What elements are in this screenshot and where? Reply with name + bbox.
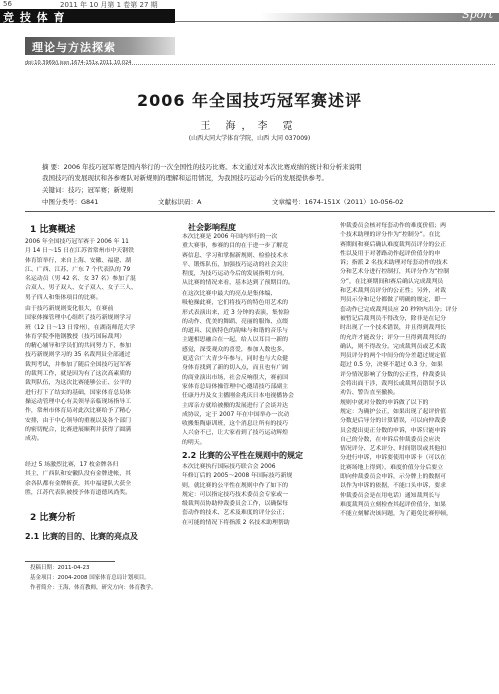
- text-line: 重大赛事，参赛的目的在于进一步了解竞: [182, 243, 289, 250]
- text-line: 个技术助理的评分作为“控制分”。在比: [340, 232, 441, 239]
- col3-text: [340, 222, 496, 520]
- text-line: 劝告、警告直至撤换。: [340, 390, 399, 397]
- heading-2: 2 比赛分析: [30, 513, 76, 523]
- divider: [25, 64, 495, 65]
- text-line: 超过 0.5 分，决赛不超过 0.3 分，如果: [340, 362, 443, 369]
- section-banner-label: 理论与方法探索: [32, 41, 116, 54]
- text-line: 进行打下了结实的基础，国家体育总局体: [25, 389, 132, 396]
- col2-heading: 社会影响程度: [188, 223, 236, 232]
- text-line: 由于技巧新规则变化很大，在赛前: [25, 306, 114, 312]
- text-line: 其主，广西队和安徽队没有金牌进帐，其: [25, 471, 132, 478]
- abstract-divider: [25, 211, 495, 212]
- text-line: 的商业演出市场，社会反响很大，赛前国: [182, 374, 289, 381]
- text-line: 胜，江苏代表队被授予体育道德风尚奖。: [25, 489, 132, 496]
- col1-para2: [25, 305, 173, 444]
- text-line: 本次比赛执行国际技巧联合会 2006: [182, 464, 276, 470]
- text-line: 赛信息、学习和掌握新规则、检验技术水: [182, 252, 289, 259]
- text-line: 余各队都有金牌斩获，其中福建队大获全: [25, 480, 132, 487]
- text-line: 从比赛的情况来看，基本达到了预期目的。: [182, 280, 294, 287]
- classification: 中图分类号：G841: [42, 198, 99, 206]
- text-line: 安排，由于中心领导的重视以及各个部门: [25, 417, 132, 424]
- text-line: 分进行申诉，申诉要使用申诉卡（可以在: [340, 455, 447, 462]
- text-line: 的允许才能改分；评分一旦得到裁判长的: [340, 334, 447, 341]
- text-line: 则，就比赛的公平性在规则中作了如下的: [182, 482, 289, 489]
- journal-title: 竞 技 体 育: [3, 11, 66, 24]
- text-line: 任康丹丹及女主播刚金兆庆日本电视播协会: [182, 393, 294, 400]
- affiliation: (山西大同大学体育学院，山西 大同 037009): [188, 135, 311, 142]
- text-line: 级裁判员协助仲裁委员会工作，以确保每: [182, 501, 289, 508]
- text-line: 判员示分和记分都做了明确的规定，即一: [340, 297, 447, 304]
- text-line: 赛期间和赛后确认难度裁判员评分的公正: [340, 241, 447, 248]
- text-line: 经过 5 场激烈比赛，17 枚金牌各归: [25, 462, 119, 468]
- text-line: 合双人、男子双人、女子双人、女子三人、: [25, 285, 137, 292]
- text-line: 2006 年全国技巧冠军赛于 2006 年 11: [25, 239, 129, 245]
- footnote-author: 作者简介：王海，体育教师，研究方向：体育教学。: [30, 585, 157, 591]
- authors: 王 海，李 霓: [200, 121, 299, 132]
- text-line: 人兴奋不已，让大家看到了技巧运动辉煌: [182, 430, 289, 437]
- text-line: 更适合广大青少年参与，同时也与大众健: [182, 356, 289, 363]
- text-line: 体育学院李艳钢教授（技巧国际裁判）: [25, 333, 126, 340]
- text-line: 员会提出更正分数的申诉，申诉只能申诉: [340, 427, 447, 434]
- text-line: 年修订后的 2005～2008 年国际技巧新规: [182, 473, 293, 480]
- text-line: 男子四人和集体项目的比赛。: [25, 294, 102, 301]
- page-number: 56: [3, 0, 12, 8]
- text-line: 程度，为技巧运动今后的发展指明方向，: [182, 271, 289, 278]
- footnote-rule: [25, 561, 115, 562]
- text-line: 收搬集陶康训班，这个消息让所有的技巧: [182, 421, 289, 428]
- text-line: 本次比赛是 2006 年国内举行的一次: [182, 234, 278, 240]
- text-line: 月 14 日～15 日在江苏省常州市中天钢铁: [25, 248, 134, 255]
- col2-para2: [182, 290, 334, 448]
- text-line: 以作为申诉的依据，不能口头申诉，要求: [340, 483, 447, 490]
- text-line: 的密切配合，比赛进展顺利并获得了圆满: [25, 426, 132, 433]
- text-line: 家体育总局体操管理中心邀请技巧部副主: [182, 383, 289, 390]
- text-line: 的明天。: [182, 439, 206, 446]
- text-line: 操运动管理中心有关领导亲临现场指导工: [25, 398, 132, 405]
- text-line: 平、锻炼队伍，加强技巧运动的社会关注: [182, 261, 289, 268]
- text-line: 吸枪操此赛，它们将技巧的特色用艺术的: [182, 300, 289, 307]
- text-line: 班（12 日～13 日常州），在湖南师范大学: [25, 324, 136, 331]
- abstract-line-2: 我国技巧的发展现状和各参赛队对新规则的理解和运用情况，为我国技巧运动今后的发展提供参考。: [42, 174, 328, 182]
- text-line: 身体育找到了新的切入点，而且也有广阔: [182, 365, 289, 372]
- article-number: 文章编号：1674-151X（2011）10-056-02: [272, 198, 404, 206]
- keywords: 关键词：技巧；冠军赛；新规则: [42, 186, 133, 194]
- text-line: 分数是后导分的计算错误，可以向仲裁委: [340, 418, 447, 425]
- text-line: 裁判队伍，为这次比赛能够公正、公平的: [25, 380, 132, 387]
- text-line: 成功。: [25, 436, 43, 443]
- text-line: 仲裁委员会核对每套动作的难度价值；两: [340, 223, 447, 229]
- heading-2-1: 2.1 比赛的目的、比赛的亮点及: [25, 532, 138, 541]
- text-line: 难度裁判员立刻检查其起评价值分，如果: [340, 501, 447, 508]
- text-line: 主席亲方就给被搬的发展进行了会谈并达: [182, 402, 289, 409]
- text-line: 判员评分的两个中间分的分差超过规定值: [340, 353, 447, 360]
- text-line: 感觉，深受观众的喜爱，参加人数也多，: [182, 346, 289, 353]
- text-line: 的裁判工作，就是因为有了这次高素质的: [25, 371, 132, 378]
- footnote-received: 投稿日期：2011-04-23: [30, 565, 90, 571]
- text-line: 的精心辅导和学员们的共同努力下，参加: [25, 343, 132, 350]
- text-line: 成协议，定于 2007 年在中国举办一次动: [182, 411, 290, 418]
- col2-para1: [182, 233, 334, 289]
- text-line: 时出现了一个技术错误，并且得到裁判长: [340, 325, 447, 332]
- text-line: 诉；指派 2 名技术助理对每套动作的技术: [340, 260, 448, 267]
- article-title: 2006 年全国技巧冠军赛述评: [136, 91, 363, 110]
- sport-label: Sport: [462, 8, 493, 21]
- doc-code: 文献标识码：A: [158, 198, 202, 206]
- text-line: 在这次比赛中最大的亮点是集体编、: [182, 291, 277, 297]
- text-line: 评分情况影响了分数的公正性，仲裁委员: [340, 371, 447, 378]
- text-line: 性以及用于对著路动作起评价值分的申: [340, 250, 441, 257]
- heading-2-2: 2.2 比赛的公平性在规则中的规定: [182, 451, 303, 460]
- text-line: 作，常州市体育局对此次比赛给予了精心: [25, 408, 132, 415]
- text-line: 比赛场地上得到），难度价值分分后要立: [340, 464, 444, 471]
- text-line: 规则中就对分数的申诉做了以下的: [340, 399, 429, 406]
- text-line: 形式表演出来，近 3 分钟的表演，集惊险: [182, 309, 290, 316]
- text-line: 自己的分数，在申诉后仲裁委员会应决: [340, 436, 441, 443]
- header-bar: [0, 9, 499, 23]
- text-line: 裁判考试，并参加了随后全国技巧冠军赛: [25, 361, 132, 368]
- text-line: 在可能的情况下将指派 2 名技术助理帮助: [182, 519, 290, 526]
- issue-label: 2011 年 10 月第 1 卷第 27 期: [60, 1, 158, 9]
- text-line: 的道具、民族特色的韵味与和谐的音乐与: [182, 328, 289, 335]
- text-line: 即向仲裁委员会申诉，示分牌上的数据可: [340, 474, 447, 481]
- doi: doi:10.3969/j.issn.1674-151x.2011.10.024: [25, 60, 132, 66]
- text-line: 不能立刻解决该问题，为了避免比赛停顿，: [340, 511, 452, 518]
- col2-para3: [182, 463, 334, 528]
- col1-para3: [25, 461, 173, 498]
- text-line: 情况评分、艺术评分、时间错误或其他扣: [340, 446, 447, 453]
- text-line: 国家体操管理中心组织了技巧新规则学习: [25, 315, 132, 322]
- text-line: 名运动员（男 42 名、女 37 名）参加了混: [25, 276, 136, 283]
- text-line: 技巧新规则学习的 35 名裁判员全部通过: [25, 352, 131, 359]
- footnote-fund: 基金项目：2004-2008 国家体育总局计划项目。: [30, 575, 150, 581]
- text-line: 套动作的技术、艺术及难度的评分公正；: [182, 510, 289, 517]
- text-line: 规定：可以指定技巧技术委员会专家或一: [182, 491, 289, 498]
- text-line: 江、广西、江苏、广东 7 个代表队的 79: [25, 266, 131, 273]
- text-line: 的动作、优美的舞蹈、亮丽的服饰、点缀: [182, 318, 289, 325]
- heading-1: 1 比赛概述: [30, 225, 76, 235]
- text-line: 主题相思融合在一起，给人以耳目一新的: [182, 337, 289, 344]
- text-line: 确认，则不得改分。完成裁判员或艺术裁: [340, 343, 447, 350]
- text-line: 分”，在比赛期间和赛后确认完成裁判员: [340, 278, 444, 285]
- text-line: 规定：为确护公正，如果出现了起评价值: [340, 408, 447, 415]
- text-line: 和艺术裁判员评分的公正性；另外，对裁: [340, 288, 447, 295]
- text-line: 分和艺术分进行控制打，其评分作为“控制: [340, 269, 450, 276]
- text-line: 体育馆举行，来自上海、安徽、福建、湖: [25, 257, 132, 264]
- col1-para1: [25, 238, 173, 303]
- text-line: 会将出面干涉，裁判长或裁判员错误予以: [340, 381, 447, 388]
- text-line: 被暂记后裁判员不得改分，除非是在记分: [340, 315, 447, 322]
- abstract-line-1: 摘 要：2006 年技巧冠军赛是国内举行的一次全国性的技巧比赛。本文通过对本次比赛成绩的统计和分析来说明: [42, 163, 362, 171]
- text-line: 套动作已完成裁判员应 20 秒钟内出分；评分: [340, 306, 458, 313]
- text-line: 仲裁委员会是在用电话）通知裁判长与: [340, 492, 441, 499]
